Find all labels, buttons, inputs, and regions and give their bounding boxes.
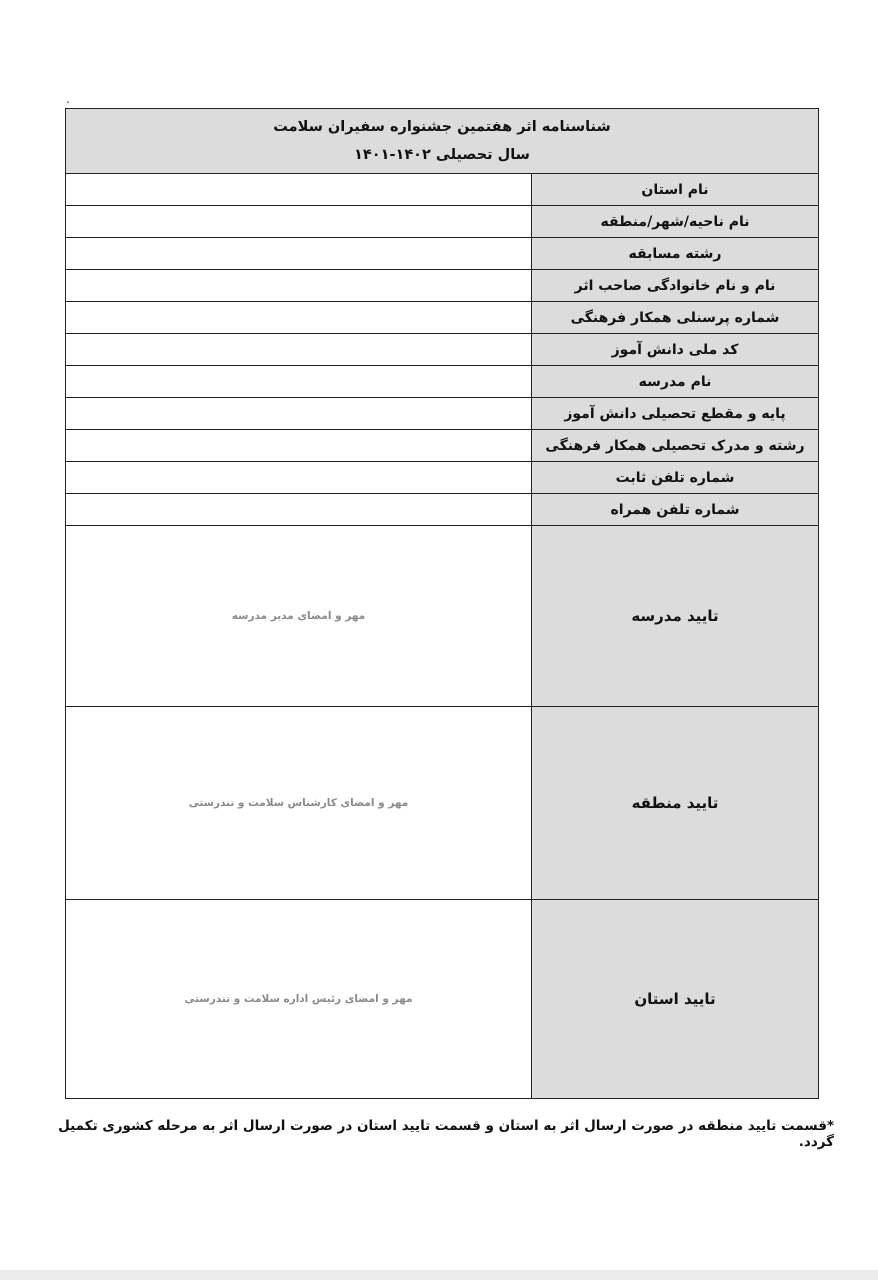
approval-signature-region[interactable]: مهر و امضای کارشناس سلامت و تندرستی bbox=[66, 707, 532, 900]
field-row-landline bbox=[66, 462, 819, 494]
field-row-student-grade bbox=[66, 398, 819, 430]
field-value-staff-number[interactable] bbox=[66, 302, 532, 334]
field-label-competition-category: رشته مسابقه bbox=[532, 238, 819, 270]
approval-row-province bbox=[66, 900, 819, 1099]
field-label-staff-number: شماره پرسنلی همکار فرهنگی bbox=[532, 302, 819, 334]
field-value-author-name[interactable] bbox=[66, 270, 532, 302]
form-title: شناسنامه اثر هفتمین جشنواره سفیران سلامت bbox=[273, 119, 611, 135]
approval-signature-province[interactable]: مهر و امضای رئیس اداره سلامت و تندرستی bbox=[66, 900, 532, 1099]
field-label-author-name: نام و نام خانوادگی صاحب اثر bbox=[532, 270, 819, 302]
academic-year: سال تحصیلی ۱۴۰۲-۱۴۰۱ bbox=[354, 147, 530, 163]
artwork-id-form-table bbox=[65, 108, 819, 1099]
field-label-staff-degree: رشته و مدرک تحصیلی همکار فرهنگی bbox=[532, 430, 819, 462]
field-value-landline[interactable] bbox=[66, 462, 532, 494]
field-row-school-name bbox=[66, 366, 819, 398]
field-value-competition-category[interactable] bbox=[66, 238, 532, 270]
field-value-province[interactable] bbox=[66, 174, 532, 206]
field-row-competition-category bbox=[66, 238, 819, 270]
field-label-district: نام ناحیه/شهر/منطقه bbox=[532, 206, 819, 238]
field-label-mobile: شماره تلفن همراه bbox=[532, 494, 819, 526]
field-value-district[interactable] bbox=[66, 206, 532, 238]
form-title-cell bbox=[66, 109, 819, 174]
stray-dot-mark: . bbox=[66, 92, 70, 106]
approval-signature-school[interactable]: مهر و امضای مدیر مدرسه bbox=[66, 526, 532, 707]
footnote: *قسمت تایید منطقه در صورت ارسال اثر به استان و قسمت تایید استان در صورت ارسال اثر به مرحله کشوری تکمیل گردد. bbox=[58, 1118, 834, 1150]
field-row-student-national-id bbox=[66, 334, 819, 366]
field-row-province bbox=[66, 174, 819, 206]
field-label-landline: شماره تلفن ثابت bbox=[532, 462, 819, 494]
bottom-band bbox=[0, 1270, 878, 1280]
field-value-school-name[interactable] bbox=[66, 366, 532, 398]
field-row-district bbox=[66, 206, 819, 238]
field-value-student-national-id[interactable] bbox=[66, 334, 532, 366]
field-value-staff-degree[interactable] bbox=[66, 430, 532, 462]
field-row-mobile bbox=[66, 494, 819, 526]
field-label-student-grade: پایه و مقطع تحصیلی دانش آموز bbox=[532, 398, 819, 430]
form-title-row bbox=[66, 109, 819, 174]
field-row-staff-degree bbox=[66, 430, 819, 462]
field-label-student-national-id: کد ملی دانش آموز bbox=[532, 334, 819, 366]
field-value-mobile[interactable] bbox=[66, 494, 532, 526]
approval-row-region bbox=[66, 707, 819, 900]
field-row-staff-number bbox=[66, 302, 819, 334]
approval-label-school: تایید مدرسه bbox=[532, 526, 819, 707]
field-label-province: نام استان bbox=[532, 174, 819, 206]
approval-row-school bbox=[66, 526, 819, 707]
field-row-author-name bbox=[66, 270, 819, 302]
approval-label-province: تایید استان bbox=[532, 900, 819, 1099]
approval-label-region: تایید منطقه bbox=[532, 707, 819, 900]
field-value-student-grade[interactable] bbox=[66, 398, 532, 430]
field-label-school-name: نام مدرسه bbox=[532, 366, 819, 398]
